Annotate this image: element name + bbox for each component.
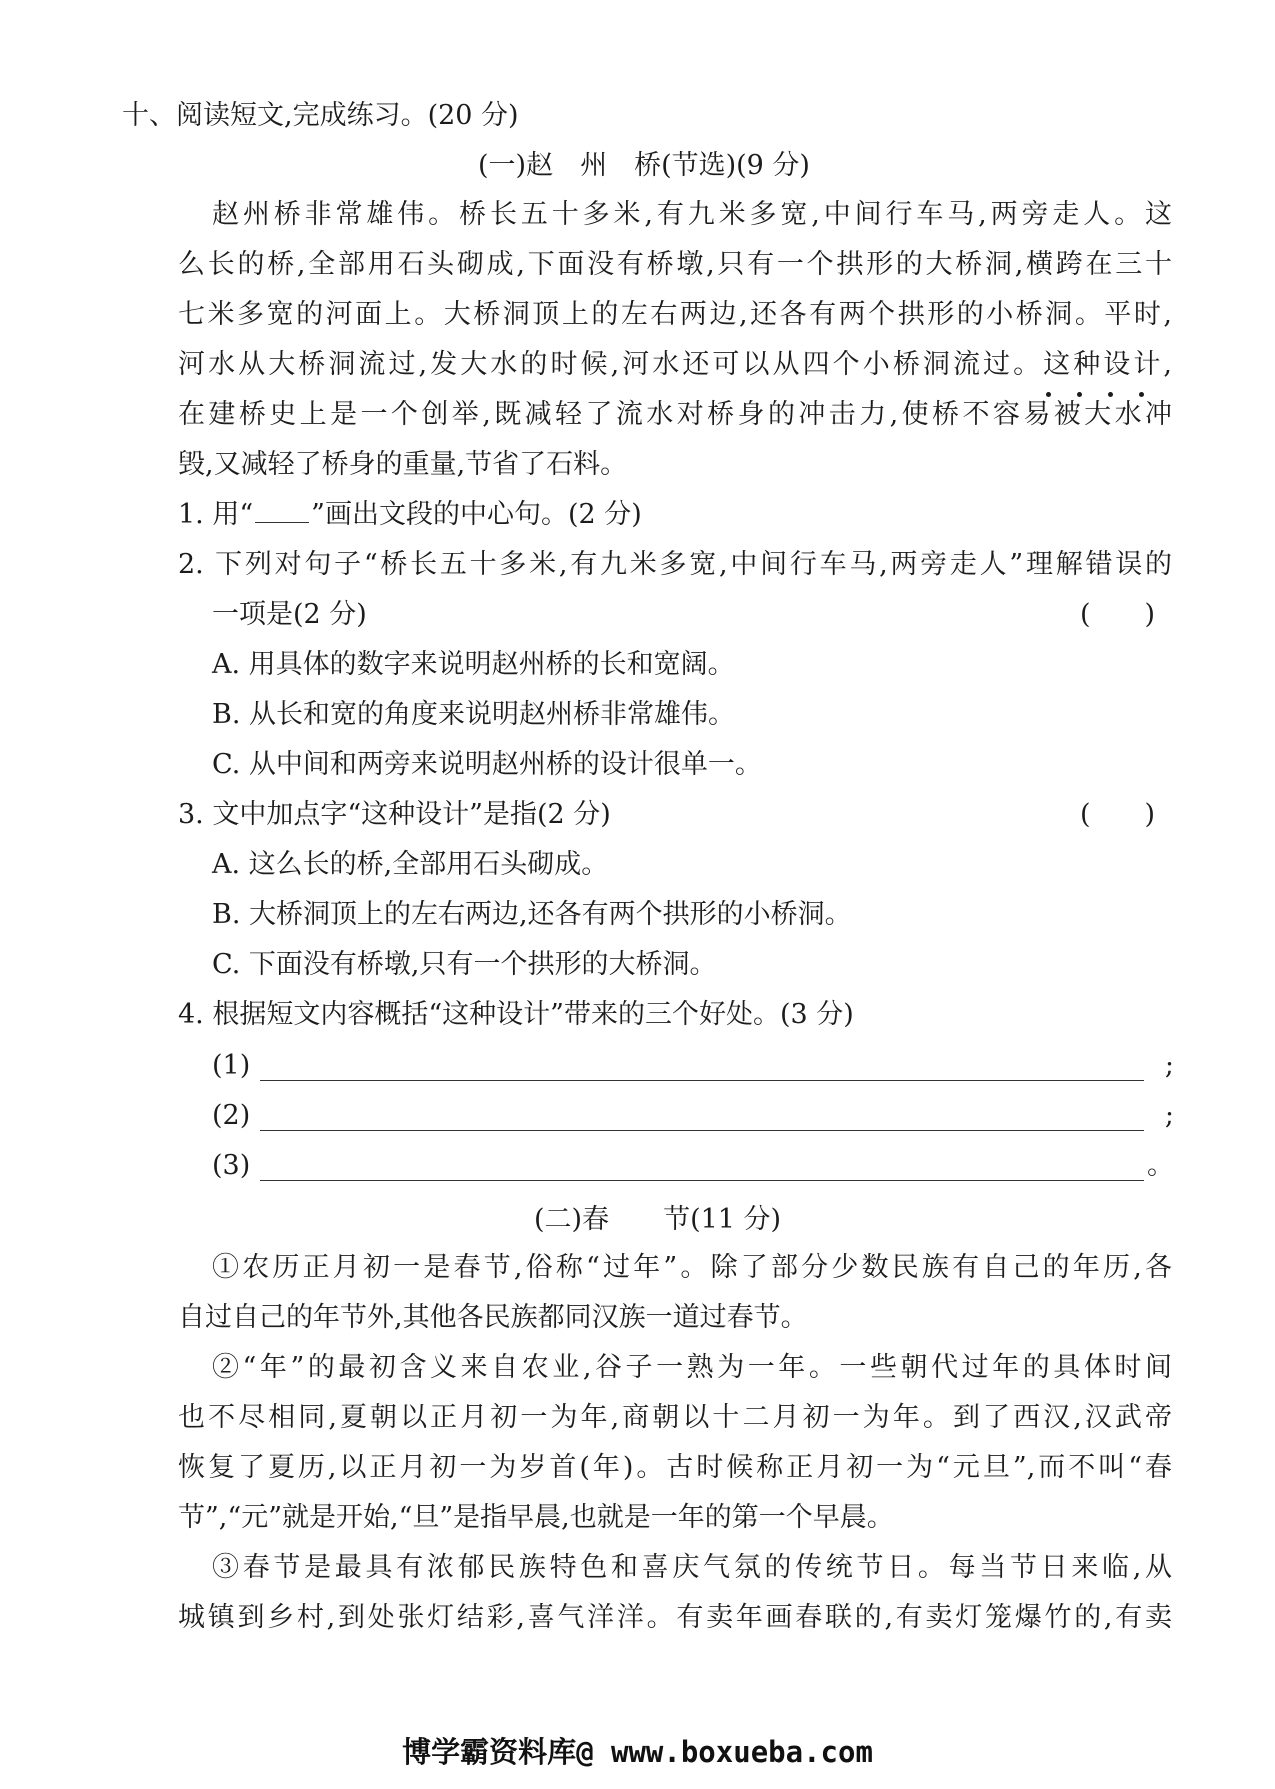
option-a: A. 用具体的数字来说明赵州桥的长和宽阔。 bbox=[212, 649, 735, 680]
answer-row bbox=[212, 1096, 1174, 1136]
passage1-line: 在建桥史上是一个创举,既减轻了流水对桥身的冲击力,使桥不容易被大水冲 bbox=[178, 399, 1172, 430]
section-title: 十、阅读短文,完成练习。(20 分) bbox=[122, 100, 519, 131]
passage1-line: 么长的桥,全部用石头砌成,下面没有桥墩,只有一个拱形的大桥洞,横跨在三十 bbox=[178, 249, 1172, 280]
question-1 bbox=[178, 495, 642, 535]
passage2-line: ③春节是最具有浓郁民族特色和喜庆气氛的传统节日。每当节日来临,从 bbox=[212, 1552, 1172, 1583]
passage2-line: ②“年”的最初含义来自农业,谷子一熟为一年。一些朝代过年的具体时间 bbox=[212, 1352, 1172, 1383]
answer-end-punct: ; bbox=[1164, 1050, 1174, 1081]
passage2-line: ①农历正月初一是春节,俗称“过年”。除了部分少数民族有自己的年历,各 bbox=[212, 1252, 1172, 1283]
passage2-line: 节”,“元”就是开始,“旦”是指早晨,也就是一年的第一个早晨。 bbox=[178, 1502, 894, 1533]
passage1-line: 赵州桥非常雄伟。桥长五十多米,有九米多宽,中间行车马,两旁走人。这 bbox=[212, 199, 1172, 230]
answer-label: (3) bbox=[212, 1150, 251, 1181]
passage1-title: (一)赵 州 桥(节选)(9 分) bbox=[478, 150, 810, 181]
question-2-line1: 2. 下列对句子“桥长五十多米,有九米多宽,中间行车马,两旁走人”理解错误的 bbox=[178, 549, 1172, 580]
answer-row bbox=[212, 1146, 1174, 1186]
answer-line[interactable] bbox=[260, 1180, 1144, 1181]
underline-sample bbox=[255, 496, 309, 523]
answer-line[interactable] bbox=[260, 1130, 1144, 1131]
passage1-line: 河水从大桥洞流过,发大水的时候,河水还可以从四个小桥洞流过。这种设计, bbox=[178, 349, 1172, 380]
option-a: A. 这么长的桥,全部用石头砌成。 bbox=[212, 849, 609, 880]
answer-bracket[interactable]: ( ) bbox=[1080, 599, 1156, 630]
answer-row bbox=[212, 1046, 1174, 1086]
passage1-line: 七米多宽的河面上。大桥洞顶上的左右两边,还各有两个拱形的小桥洞。平时, bbox=[178, 299, 1172, 330]
answer-end-punct: ; bbox=[1164, 1100, 1174, 1131]
option-b: B. 从长和宽的角度来说明赵州桥非常雄伟。 bbox=[212, 699, 736, 730]
answer-bracket[interactable]: ( ) bbox=[1080, 799, 1156, 830]
question-3: 3. 文中加点字“这种设计”是指(2 分) bbox=[178, 799, 611, 830]
option-c: C. 下面没有桥墩,只有一个拱形的大桥洞。 bbox=[212, 949, 717, 980]
passage1-line: 毁,又减轻了桥身的重量,节省了石料。 bbox=[178, 449, 628, 480]
passage2-line: 也不尽相同,夏朝以正月初一为年,商朝以十二月初一为年。到了西汉,汉武帝 bbox=[178, 1402, 1172, 1433]
answer-line[interactable] bbox=[260, 1080, 1144, 1081]
question-1-pre: 1. 用“ bbox=[178, 499, 254, 530]
question-4: 4. 根据短文内容概括“这种设计”带来的三个好处。(3 分) bbox=[178, 999, 854, 1030]
footer-watermark: 博学霸资料库@ www.boxueba.com bbox=[402, 1735, 873, 1769]
option-b: B. 大桥洞顶上的左右两边,还各有两个拱形的小桥洞。 bbox=[212, 899, 852, 930]
answer-end-punct: 。 bbox=[1147, 1150, 1174, 1181]
question-1-post: ”画出文段的中心句。(2 分) bbox=[311, 499, 642, 530]
passage2-title: (二)春 节(11 分) bbox=[534, 1204, 782, 1235]
option-c: C. 从中间和两旁来说明赵州桥的设计很单一。 bbox=[212, 749, 762, 780]
answer-label: (1) bbox=[212, 1050, 251, 1081]
passage2-line: 城镇到乡村,到处张灯结彩,喜气洋洋。有卖年画春联的,有卖灯笼爆竹的,有卖 bbox=[178, 1602, 1172, 1633]
answer-label: (2) bbox=[212, 1100, 251, 1131]
passage2-line: 恢复了夏历,以正月初一为岁首(年)。古时候称正月初一为“元旦”,而不叫“春 bbox=[178, 1452, 1172, 1483]
passage2-line: 自过自己的年节外,其他各民族都同汉族一道过春节。 bbox=[178, 1302, 808, 1333]
question-2-line2: 一项是(2 分) bbox=[212, 599, 367, 630]
